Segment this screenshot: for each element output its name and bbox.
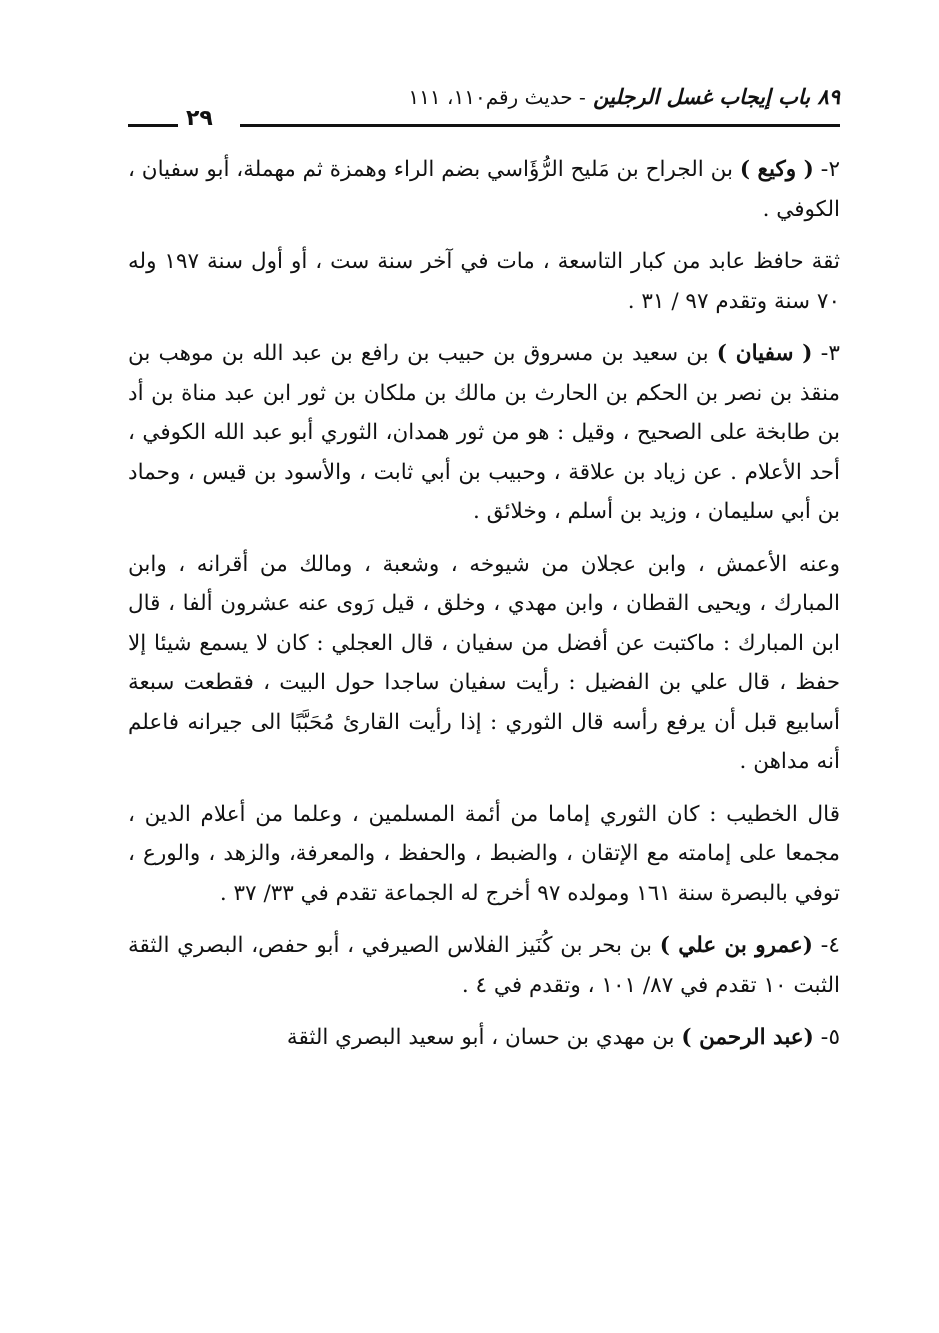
narrator-entry-abdurrahman	[128, 1018, 840, 1058]
entry-text: وعنه الأعمش ، وابن عجلان من شيوخه ، وشعبة ، ومالك من أقرانه ، وابن المبارك ، ويحيى القطان ، وابن مهدي ، وخلق ، قيل رَوى عنه عشرون ألفا ، قال ابن المبارك : ماكتبت عن أفضل من سفيان ، قال العجلي : كان لا يسمع شيئا إلا حفظ ، قال علي بن الفضيل : رأيت سفيان ساجدا حول البيت ، فقطعت سبعة أسابيع قبل أن يرفع رأسه قال الثوري : إذا رأيت القارئ مُحَبَّبًا الى جيرانه فاعلم أنه مداهن .	[128, 551, 840, 774]
document-page	[128, 78, 840, 1071]
hadith-reference: - حديث رقم١١٠، ١١١	[408, 85, 586, 109]
running-header	[128, 78, 840, 131]
entry-number: ٥-	[820, 1025, 840, 1050]
narrator-name: ( سفيان )	[716, 341, 813, 366]
page-number: ٢٩	[186, 106, 213, 131]
entry-text: بن بحر بن كُنَيز الفلاس الصيرفي ، أبو حفص، البصري الثقة الثبت ١٠ تقدم في ٨٧/ ١٠١ ، وتقدم في ٤ .	[128, 933, 840, 998]
entry-number: ٤-	[820, 933, 840, 958]
narrator-name: ( وكيع )	[739, 157, 814, 182]
narrator-name: (عمرو بن علي )	[659, 933, 813, 958]
narrator-entry-waki-grade	[128, 242, 840, 321]
narrator-entry-waki	[128, 150, 840, 229]
page-content	[128, 150, 840, 1058]
entry-number: ٢-	[820, 157, 840, 182]
narrator-entry-sufyan-khatib	[128, 795, 840, 914]
entry-text: بن سعيد بن مسروق بن حبيب بن رافع بن عبد الله بن موهب بن منقذ بن نصر بن الحكم بن الحارث بن مالك بن ملكان بن ثور ابن عبد مناة بن أد بن طابخة على الصحيح ، وقيل : هو من ثور همدان، الثوري أبو عبد الله الكوفي ، أحد الأعلام . عن زياد بن علاقة ، وحبيب بن أبي ثابت ، والأسود بن قيس ، وحماد بن أبي سليمان ، وزيد بن أسلم ، وخلائق .	[128, 341, 840, 524]
entry-text: بن الجراح بن مَليح الرُّؤَاسي بضم الراء وهمزة ثم مهملة، أبو سفيان ، الكوفي .	[128, 157, 840, 222]
entry-text: ثقة حافظ عابد من كبار التاسعة ، مات في آخر سنة ست ، أو أول سنة ١٩٧ وله ٧٠ سنة وتقدم ٩٧ / ٣١ .	[128, 249, 840, 314]
chapter-title	[408, 84, 840, 109]
chapter-title-text: ٨٩ باب إيجاب غسل الرجلين	[593, 84, 840, 109]
narrator-entry-amr	[128, 926, 840, 1005]
narrator-entry-sufyan	[128, 334, 840, 532]
entry-number: ٣-	[820, 341, 840, 366]
entry-text: بن مهدي بن حسان ، أبو سعيد البصري الثقة	[286, 1025, 675, 1050]
narrator-entry-sufyan-students	[128, 545, 840, 782]
narrator-name: (عبد الرحمن )	[681, 1025, 814, 1050]
header-rule-right	[240, 124, 840, 127]
header-rule-left	[128, 124, 178, 127]
entry-text: قال الخطيب : كان الثوري إماما من أئمة المسلمين ، وعلما من أعلام الدين ، مجمعا على إمامته مع الإتقان ، والضبط ، والحفظ ، والمعرفة، والزهد ، والورع ، توفي بالبصرة سنة ١٦١ ومولده ٩٧ أخرج له الجماعة تقدم في ٣٣/ ٣٧ .	[128, 801, 840, 906]
